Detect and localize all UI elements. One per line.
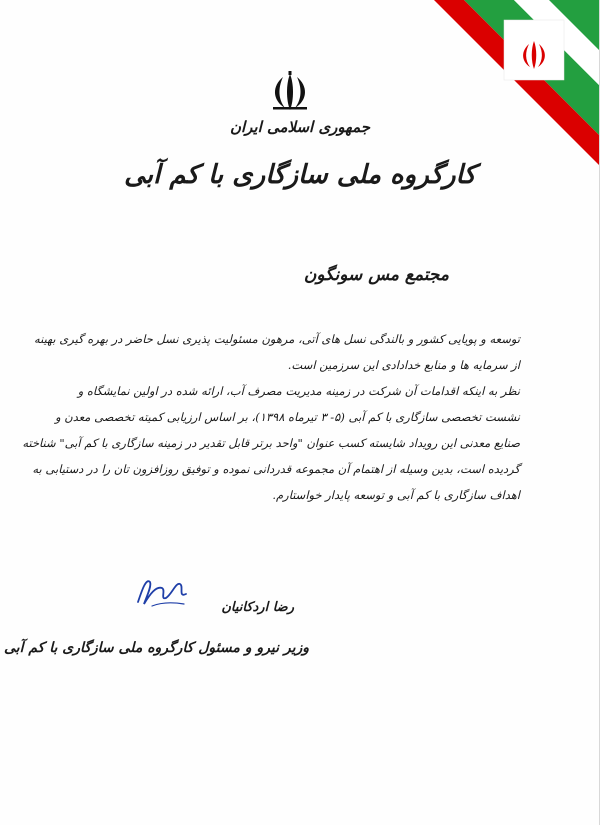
body-line: نظر به اینکه اقدامات آن شرکت در زمینه مدیریت مصرف آب، ارائه شده در اولین نمایشگاه و [77, 384, 520, 398]
body-line: از سرمایه ها و منابع خدادادی این سرزمین است. [287, 358, 520, 372]
organization-name: کارگروه ملی سازگاری با کم آبی [124, 160, 476, 190]
body-line: اهداف سازگاری با کم آبی و توسعه پایدار خواستارم. [272, 488, 520, 502]
body-line: صنایع معدنی این رویداد شایسته کسب عنوان "واحد برتر قابل تقدیر در زمینه سازگاری با کم آبی" شناخته [22, 436, 520, 450]
handwritten-signature-icon [132, 572, 192, 612]
letter-body [22, 326, 520, 508]
signer-name: رضا اردکانیان [221, 600, 294, 615]
recipient-salutation: مجتمع مس سونگون [303, 265, 449, 285]
iran-emblem-icon [268, 70, 312, 114]
body-line: نشست تخصصی سازگاری با کم آبی (۵- ۳ تیرماه ۱۳۹۸)، بر اساس ارزیابی کمیته تخصصی معدن و [55, 410, 520, 424]
body-line: توسعه و پویایی کشور و بالندگی نسل های آتی، مرهون مسئولیت پذیری نسل حاضر در بهره گیری بهینه [34, 332, 520, 346]
country-name: جمهوری اسلامی ایران [229, 118, 371, 136]
body-line: گردیده است، بدین وسیله از اهتمام آن مجموعه قدردانی نموده و توفیق روزافزون تان را در دستیابی به [32, 462, 520, 476]
signer-title: وزیر نیرو و مسئول کارگروه ملی سازگاری با کم آبی [4, 640, 309, 656]
